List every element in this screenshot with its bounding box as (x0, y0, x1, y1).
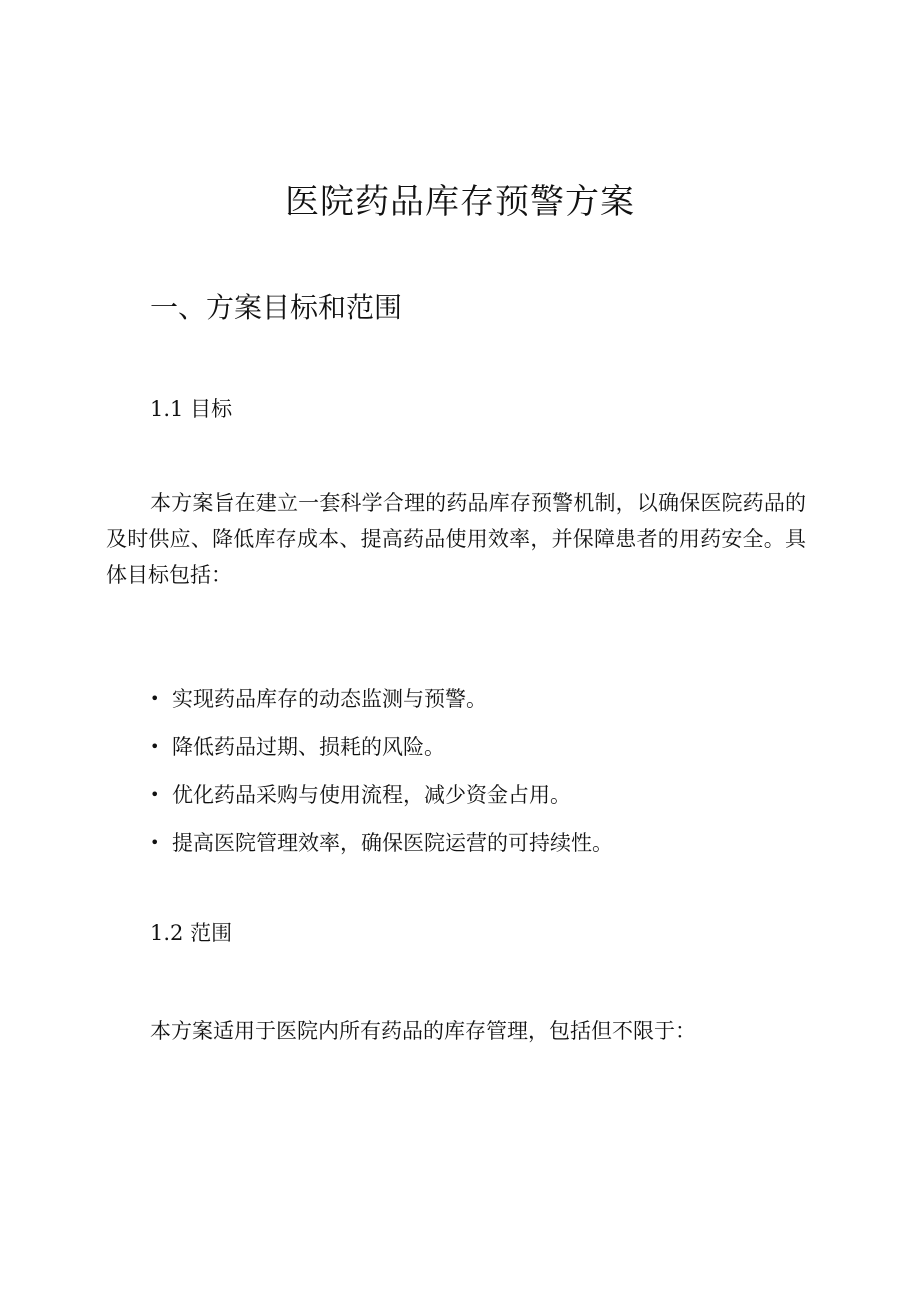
list-item-text: 优化药品采购与使用流程，减少资金占用。 (172, 783, 571, 807)
bullet-icon: • (150, 785, 160, 804)
list-item-text: 降低药品过期、损耗的风险。 (172, 735, 445, 759)
bullet-icon: • (150, 689, 160, 708)
bullet-icon: • (150, 737, 160, 756)
subsection-heading-1-2: 1.2 范围 (150, 921, 233, 945)
scope-paragraph: 本方案适用于医院内所有药品的库存管理，包括但不限于： (150, 1019, 696, 1043)
document-title: 医院药品库存预警方案 (285, 182, 635, 222)
goal-list (150, 675, 830, 867)
subsection-heading-1-1: 1.1 目标 (150, 397, 233, 421)
list-item (150, 723, 830, 771)
list-item (150, 819, 830, 867)
list-item-text: 提高医院管理效率，确保医院运营的可持续性。 (172, 831, 613, 855)
list-item-text: 实现药品库存的动态监测与预警。 (172, 687, 487, 711)
list-item (150, 675, 830, 723)
goal-paragraph: 本方案旨在建立一套科学合理的药品库存预警机制，以确保医院药品的及时供应、降低库存成本、提高药品使用效率，并保障患者的用药安全。具体目标包括： (106, 491, 806, 587)
bullet-icon: • (150, 833, 160, 852)
section-heading-1: 一、方案目标和范围 (150, 291, 403, 324)
list-item (150, 771, 830, 819)
